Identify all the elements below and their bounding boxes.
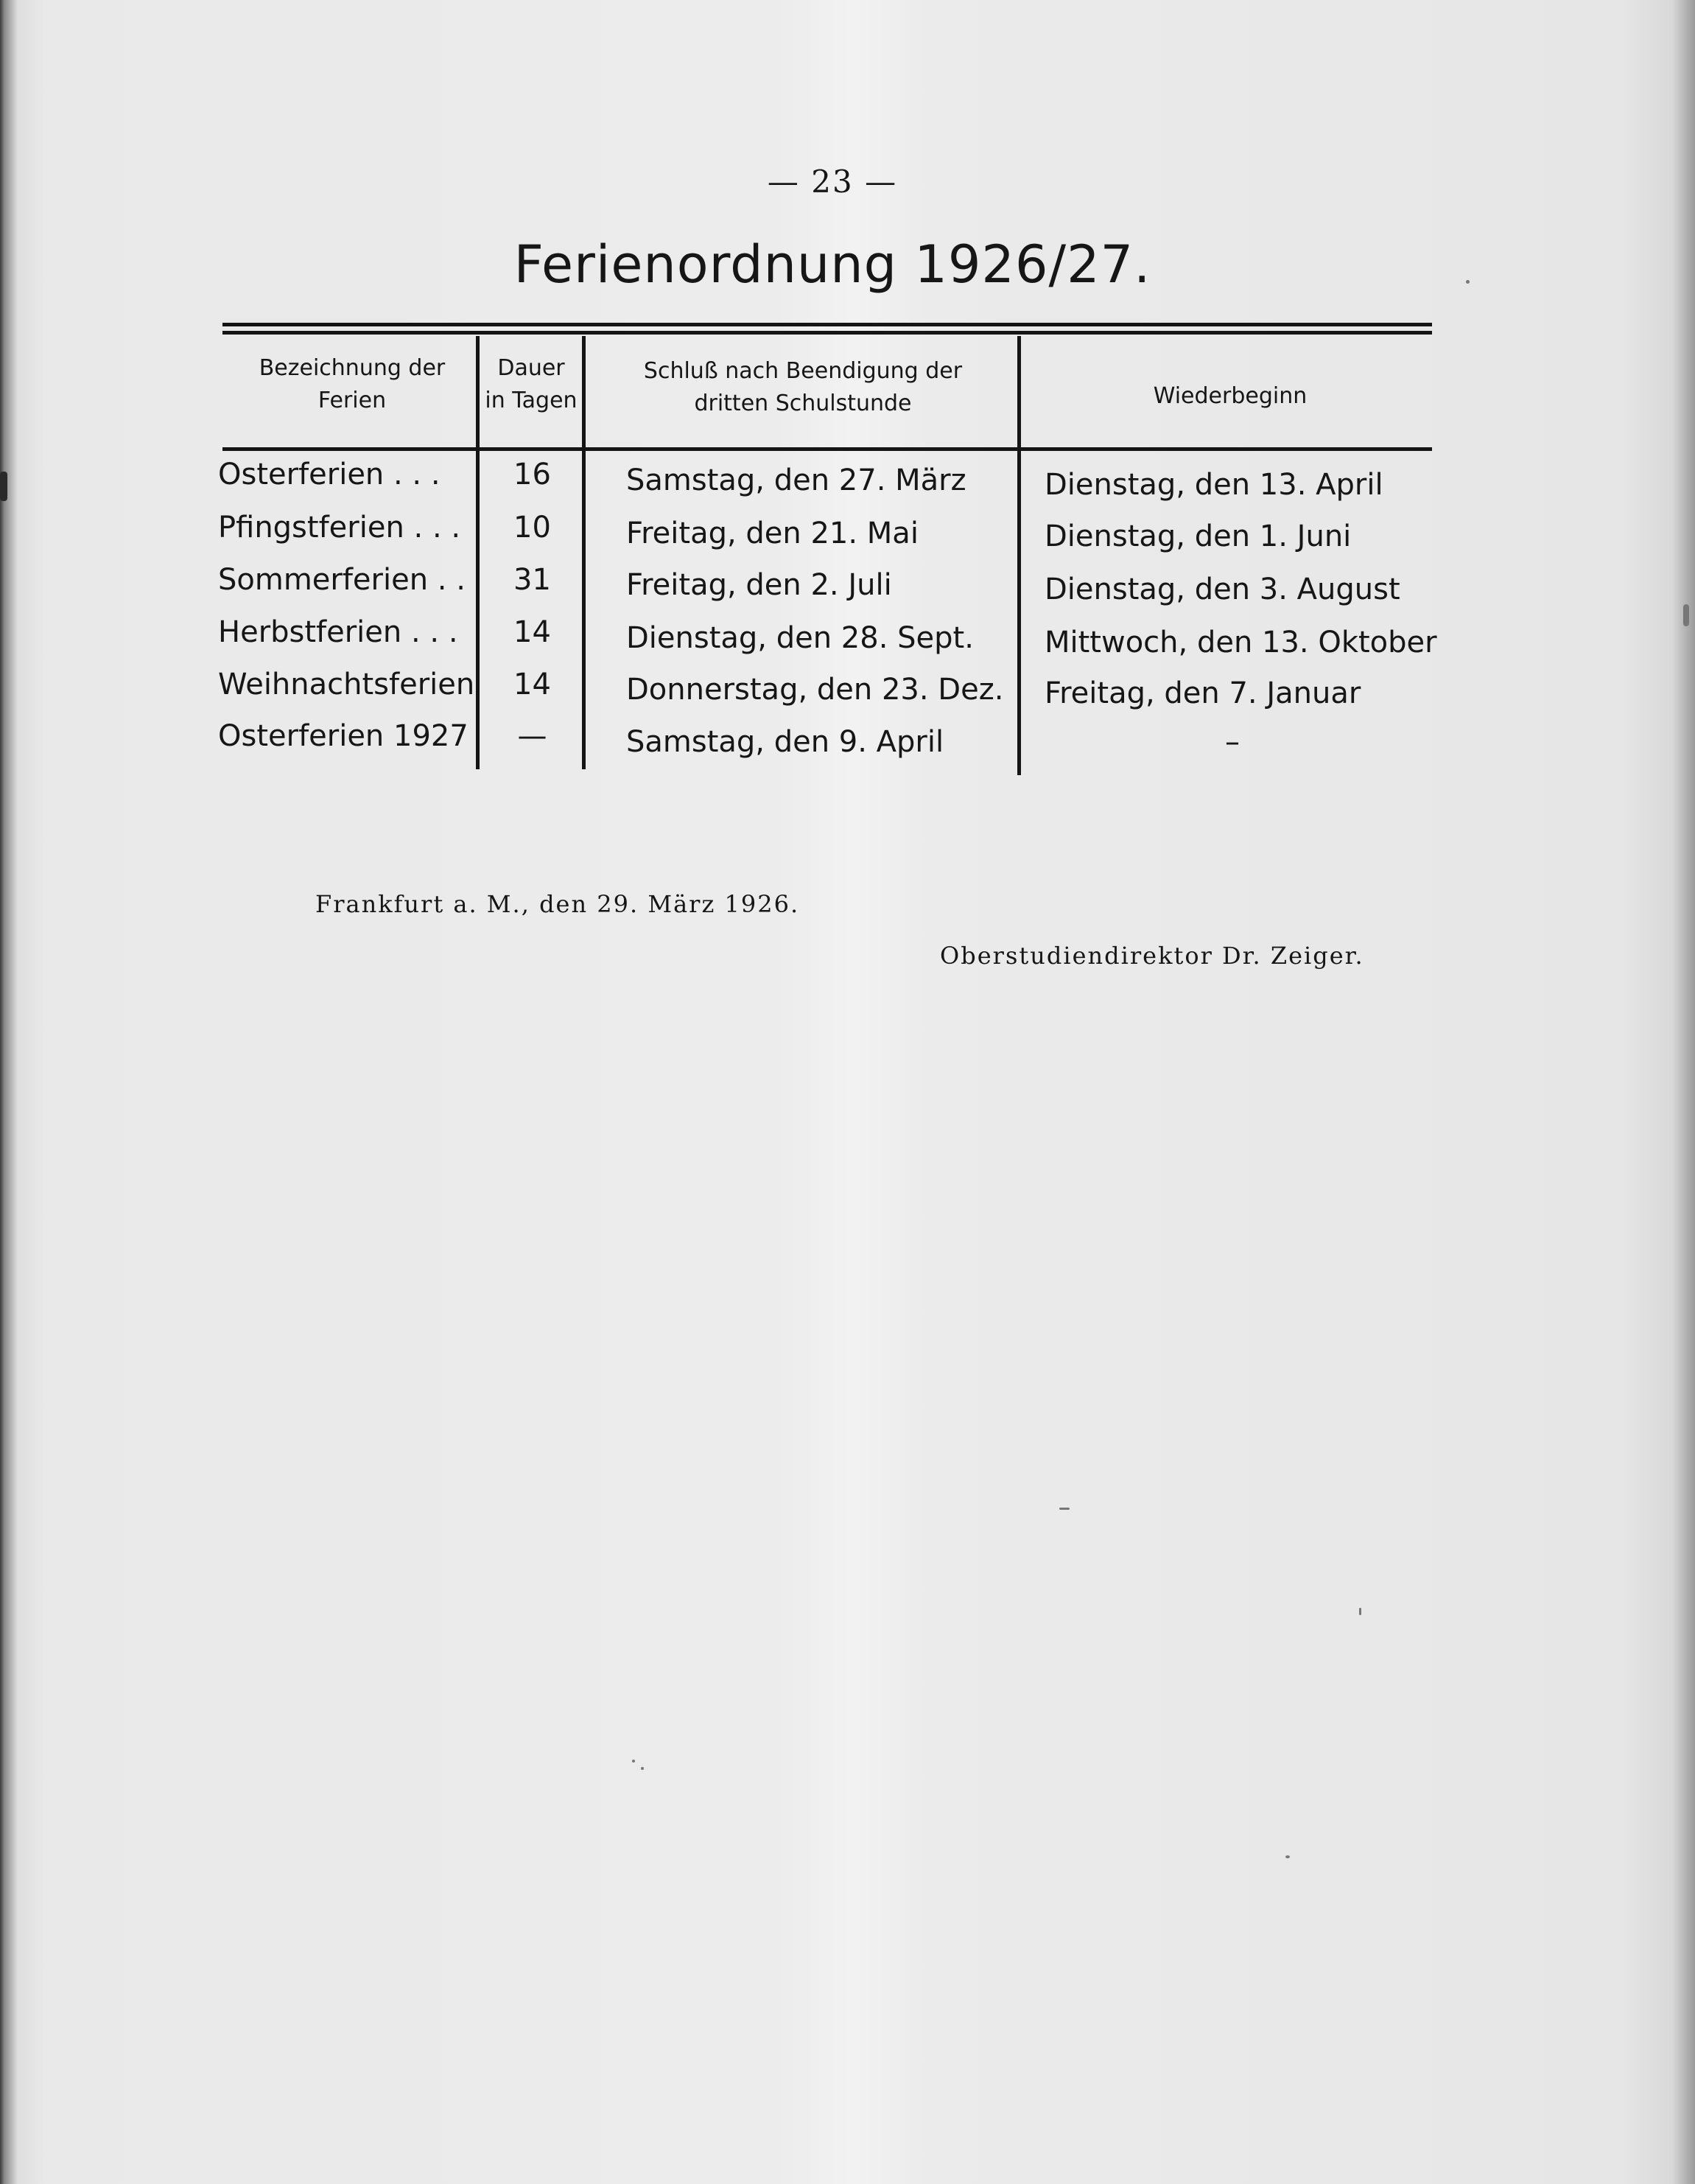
row-resume: Mittwoch, den 13. Oktober [1045, 626, 1437, 659]
signature: Oberstudiendirektor Dr. Zeiger. [940, 942, 1364, 970]
paper-speck [1466, 280, 1470, 284]
header-end-line2: dritten Schulstunde [694, 391, 912, 416]
row-end: Freitag, den 2. Juli [626, 568, 892, 602]
header-end [589, 355, 1017, 420]
table-top-rule [222, 323, 1432, 326]
row-name: Herbstferien . . . [218, 615, 458, 649]
paper-speck [1359, 1608, 1361, 1615]
row-days: — [517, 719, 547, 753]
header-name-line1: Bezeichnung der [259, 355, 446, 381]
row-name: Pfingstferien . . . [218, 511, 461, 545]
header-days [479, 352, 583, 417]
header-resume-label: Wiederbeginn [1153, 383, 1308, 409]
row-days: 10 [513, 511, 551, 545]
row-resume: Dienstag, den 3. August [1045, 573, 1400, 606]
column-divider-3 [1017, 336, 1021, 775]
row-end: Freitag, den 21. Mai [626, 517, 919, 550]
header-days-line1: Dauer [497, 355, 565, 381]
table-top-rule-second [222, 331, 1432, 335]
page-title: Ferienordnung 1926/27. [513, 234, 1151, 295]
row-resume: Dienstag, den 1. Juni [1045, 519, 1352, 553]
header-bottom-rule [222, 447, 1432, 451]
row-end: Donnerstag, den 23. Dez. [626, 673, 1004, 707]
row-name: Sommerferien . . [218, 563, 466, 597]
paper-speck [1285, 1855, 1290, 1858]
paper-speck [1059, 1508, 1070, 1510]
paper-speck [0, 472, 7, 501]
row-days: 16 [513, 458, 551, 491]
header-days-line2: in Tagen [485, 388, 578, 413]
row-days: 14 [513, 615, 551, 649]
page-number: — 23 — [767, 164, 898, 200]
row-name: Osterferien . . . [218, 458, 441, 491]
row-name: Osterferien 1927 [218, 719, 469, 753]
row-resume: Dienstag, den 13. April [1045, 468, 1383, 502]
row-name: Weihnachtsferien [218, 668, 475, 701]
paper-speck [632, 1760, 635, 1763]
row-end: Dienstag, den 28. Sept. [626, 621, 974, 655]
header-name-line2: Ferien [317, 388, 387, 413]
header-end-line1: Schluß nach Beendigung der [643, 358, 963, 384]
header-resume [1024, 380, 1436, 413]
header-name [234, 352, 470, 417]
row-end: Samstag, den 27. März [626, 463, 966, 497]
holiday-table [0, 0, 1695, 811]
row-end: Samstag, den 9. April [626, 725, 944, 759]
row-resume: – [1225, 725, 1240, 759]
paper-speck [641, 1767, 644, 1770]
row-resume: Freitag, den 7. Januar [1045, 676, 1361, 710]
place-date: Frankfurt a. M., den 29. März 1926. [315, 890, 800, 918]
paper-speck [1683, 604, 1689, 626]
row-days: 14 [513, 668, 551, 701]
row-days: 31 [513, 563, 551, 597]
